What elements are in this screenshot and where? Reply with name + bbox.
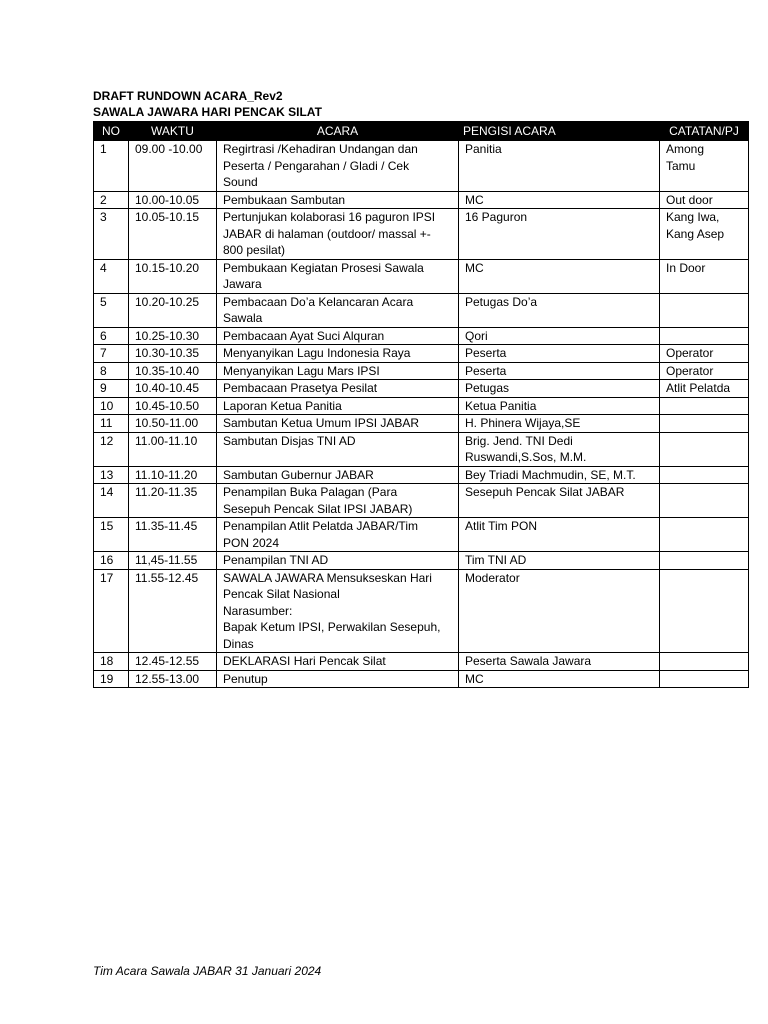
cell-pengisi [459,432,660,466]
table-row [94,345,749,363]
cell-acara [217,191,459,209]
cell-no: 10 [94,397,129,415]
cell-catatan [660,518,749,552]
cell-line: Out door [666,192,713,207]
cell-line: Sound [223,175,258,189]
cell-pengisi [459,345,660,363]
cell-line: Pencak Silat Nasional [223,587,340,601]
cell-line: Laporan Ketua Panitia [223,398,342,413]
cell-line: Petugas [465,381,510,395]
table-row [94,191,749,209]
cell-line: Petugas Do’a [465,294,538,309]
cell-acara [217,209,459,260]
cell-catatan [660,653,749,671]
cell-waktu: 11.00-11.10 [129,432,217,466]
cell-line: Sambutan Disjas TNI AD [223,433,356,448]
cell-acara [217,345,459,363]
table-row [94,259,749,293]
table-row [94,552,749,570]
cell-catatan [660,345,749,363]
cell-waktu: 09.00 -10.00 [129,141,217,192]
cell-no: 18 [94,653,129,671]
cell-waktu: 10.15-10.20 [129,259,217,293]
cell-line: SAWALA JAWARA Mensukseskan Hari [223,570,432,585]
cell-no: 15 [94,518,129,552]
cell-line: Sesepuh Pencak Silat JABAR [465,485,625,499]
cell-line: Pembukaan Sambutan [223,192,346,207]
cell-waktu: 10.45-10.50 [129,397,217,415]
cell-pengisi [459,415,660,433]
cell-line: Menyanyikan Lagu Mars IPSI [223,363,380,378]
cell-line: Penampilan TNI AD [223,553,329,567]
cell-no: 8 [94,362,129,380]
cell-pengisi [459,362,660,380]
cell-line: H. Phinera Wijaya,SE [465,416,581,430]
cell-waktu: 10.30-10.35 [129,345,217,363]
cell-line: Pertunjukan kolaborasi 16 paguron IPSI [223,210,436,224]
cell-waktu: 10.05-10.15 [129,209,217,260]
cell-acara [217,653,459,671]
cell-pengisi [459,466,660,484]
table-row [94,518,749,552]
cell-line: Pembukaan Kegiatan Prosesi Sawala [223,260,424,275]
cell-line: Kang Iwa, [666,210,720,224]
table-row [94,380,749,398]
cell-line: Ruswandi,S.Sos, M.M. [465,450,587,464]
cell-line: Moderator [465,570,520,585]
table-header-row [94,122,749,141]
cell-catatan [660,397,749,415]
cell-waktu: 10.40-10.45 [129,380,217,398]
table-body [94,141,749,688]
cell-no: 11 [94,415,129,433]
cell-waktu: 11,45-11.55 [129,552,217,570]
cell-pengisi [459,569,660,653]
cell-line: Narasumber: [223,603,293,618]
cell-acara [217,466,459,484]
table-row [94,569,749,653]
cell-catatan [660,415,749,433]
cell-pengisi [459,397,660,415]
cell-acara [217,259,459,293]
cell-waktu: 11.10-11.20 [129,466,217,484]
cell-line: Among [666,142,705,156]
cell-no: 17 [94,569,129,653]
header-pengisi-acara: PENGISI ACARA [459,122,660,141]
header-waktu: WAKTU [129,122,217,141]
cell-line: Peserta Sawala Jawara [465,654,592,668]
cell-pengisi [459,552,660,570]
cell-line: 16 Paguron [465,210,528,224]
cell-waktu: 12.45-12.55 [129,653,217,671]
cell-acara [217,362,459,380]
cell-line: Operator [666,346,714,360]
cell-line: Regirtrasi /Kehadiran Undangan dan [223,142,418,156]
cell-line: PON 2024 [223,535,280,550]
cell-line: Sawala [223,311,263,325]
cell-no: 5 [94,293,129,327]
cell-acara [217,327,459,345]
cell-line: Penutup [223,671,268,686]
cell-catatan [660,569,749,653]
table-row [94,484,749,518]
cell-line: Kang Asep [666,226,725,241]
table-row [94,293,749,327]
cell-line: Ketua Panitia [465,398,537,413]
cell-pengisi [459,653,660,671]
cell-acara [217,293,459,327]
cell-catatan [660,380,749,398]
cell-catatan [660,432,749,466]
header-catatan-pj: CATATAN/PJ [660,122,749,141]
cell-pengisi [459,209,660,260]
cell-waktu: 12.55-13.00 [129,670,217,688]
table-row [94,670,749,688]
cell-acara [217,484,459,518]
cell-acara [217,670,459,688]
cell-line: DEKLARASI Hari Pencak Silat [223,654,386,668]
cell-line: Pembacaan Do’a Kelancaran Acara [223,294,414,309]
cell-acara [217,432,459,466]
table-row [94,209,749,260]
cell-pengisi [459,518,660,552]
cell-waktu: 10.35-10.40 [129,362,217,380]
cell-line: Brig. Jend. TNI Dedi [465,433,573,448]
cell-line: Dinas [223,636,254,651]
cell-pengisi [459,191,660,209]
cell-line: MC [465,192,484,207]
cell-line: Peserta [465,363,507,378]
cell-no: 14 [94,484,129,518]
cell-waktu: 10.00-10.05 [129,191,217,209]
cell-acara [217,380,459,398]
cell-catatan [660,259,749,293]
cell-line: MC [465,671,484,686]
cell-line: Pembacaan Ayat Suci Alquran [223,328,385,343]
cell-waktu: 10.25-10.30 [129,327,217,345]
cell-catatan [660,484,749,518]
cell-acara [217,397,459,415]
cell-line: In Door [666,260,706,275]
cell-acara [217,141,459,192]
cell-catatan [660,327,749,345]
cell-line: Sambutan Gubernur JABAR [223,467,374,482]
table-row [94,397,749,415]
cell-catatan [660,293,749,327]
cell-catatan [660,141,749,192]
cell-pengisi [459,670,660,688]
cell-line: Sesepuh Pencak Silat IPSI JABAR) [223,501,413,516]
cell-line: Jawara [223,277,262,291]
cell-line: Penampilan Atlit Pelatda JABAR/Tim [223,519,418,533]
table-row [94,362,749,380]
cell-line: Atlit Pelatda [666,381,731,395]
cell-pengisi [459,380,660,398]
cell-line: Operator [666,363,714,378]
document-title: DRAFT RUNDOWN ACARA_Rev2 [93,89,283,103]
table-row [94,653,749,671]
cell-line: Sambutan Ketua Umum IPSI JABAR [223,416,420,430]
cell-catatan [660,191,749,209]
table-row [94,327,749,345]
cell-acara [217,518,459,552]
cell-no: 6 [94,327,129,345]
cell-acara [217,569,459,653]
table-row [94,141,749,192]
cell-no: 19 [94,670,129,688]
cell-line: Atlit Tim PON [465,519,538,533]
cell-catatan [660,552,749,570]
cell-line: MC [465,260,484,275]
cell-no: 13 [94,466,129,484]
cell-waktu: 11.35-11.45 [129,518,217,552]
cell-no: 12 [94,432,129,466]
cell-line: Penampilan Buka Palagan (Para [223,485,398,499]
document-subtitle: SAWALA JAWARA HARI PENCAK SILAT [93,105,322,119]
cell-catatan [660,466,749,484]
cell-catatan [660,209,749,260]
cell-no: 4 [94,259,129,293]
cell-no: 1 [94,141,129,192]
cell-pengisi [459,293,660,327]
cell-line: Pembacaan Prasetya Pesilat [223,381,378,395]
cell-no: 2 [94,191,129,209]
cell-line: Peserta [465,346,507,360]
cell-waktu: 11.20-11.35 [129,484,217,518]
cell-line: Tamu [666,158,696,173]
cell-no: 9 [94,380,129,398]
cell-pengisi [459,484,660,518]
cell-line: JABAR di halaman (outdoor/ massal +- [223,226,431,241]
cell-waktu: 10.20-10.25 [129,293,217,327]
cell-waktu: 10.50-11.00 [129,415,217,433]
header-acara: ACARA [217,122,459,141]
cell-pengisi [459,141,660,192]
cell-catatan [660,670,749,688]
cell-no: 16 [94,552,129,570]
cell-line: Menyanyikan Lagu Indonesia Raya [223,346,411,360]
cell-no: 3 [94,209,129,260]
cell-pengisi [459,327,660,345]
cell-acara [217,552,459,570]
table-row [94,466,749,484]
document-footer: Tim Acara Sawala JABAR 31 Januari 2024 [93,964,322,978]
table-row [94,415,749,433]
cell-line: Panitia [465,142,502,156]
table-row [94,432,749,466]
cell-line: Bey Triadi Machmudin, SE, M.T. [465,467,636,482]
rundown-table [93,121,749,688]
header-no: NO [94,122,129,141]
cell-catatan [660,362,749,380]
cell-line: 800 pesilat) [223,243,286,257]
cell-line: Peserta / Pengarahan / Gladi / Cek [223,158,410,173]
cell-line: Qori [465,328,488,343]
cell-no: 7 [94,345,129,363]
cell-waktu: 11.55-12.45 [129,569,217,653]
cell-line: Tim TNI AD [465,553,527,567]
cell-pengisi [459,259,660,293]
cell-line: Bapak Ketum IPSI, Perwakilan Sesepuh, [223,620,441,634]
cell-acara [217,415,459,433]
